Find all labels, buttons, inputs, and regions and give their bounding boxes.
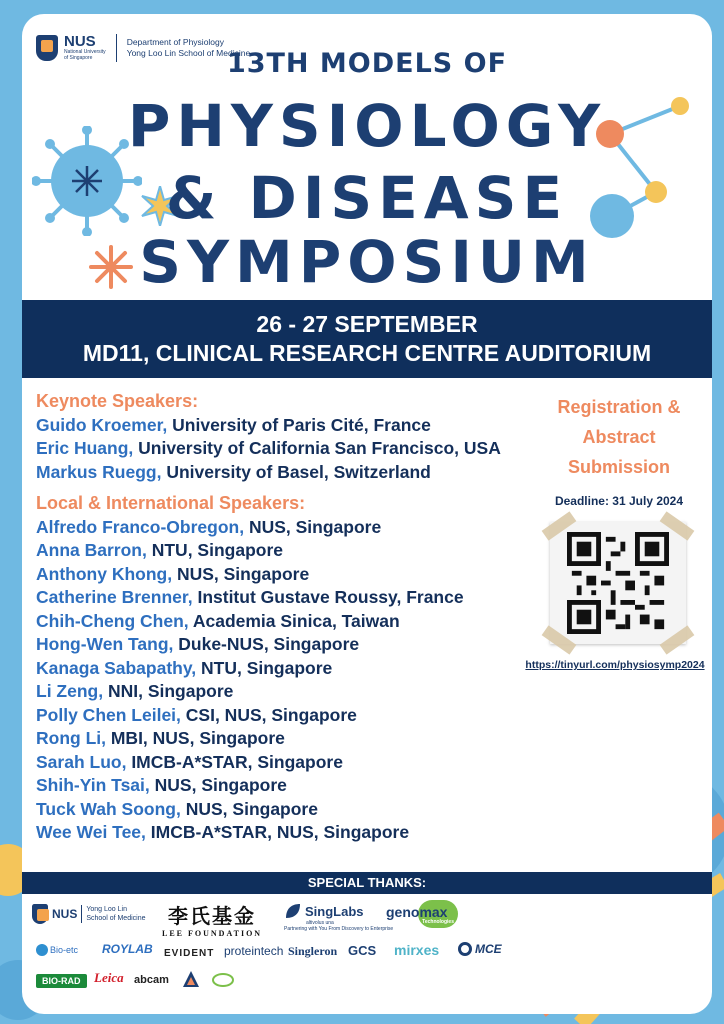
speaker-row bbox=[36, 821, 536, 845]
speaker-name: Hong-Wen Tang, bbox=[36, 634, 174, 654]
sponsor-gcs: GCS bbox=[348, 943, 377, 958]
speaker-affiliation: NUS, Singapore bbox=[154, 775, 287, 795]
speaker-row bbox=[36, 774, 536, 798]
sponsor-genomax bbox=[386, 900, 458, 928]
speaker-name: Rong Li, bbox=[36, 728, 106, 748]
lee-chinese: 李氏基金 bbox=[168, 906, 257, 928]
speaker-name: Kanaga Sabapathy, bbox=[36, 657, 197, 678]
speaker-name: Alfredo Franco-Obregon, bbox=[36, 516, 245, 537]
nus-sub-2: of Singapore bbox=[64, 55, 93, 61]
sponsor-nus-word: NUS bbox=[52, 907, 78, 921]
speaker-affiliation: Duke-NUS, Singapore bbox=[178, 634, 360, 654]
speaker-affiliation: NTU, Singapore bbox=[151, 540, 283, 560]
sponsor-evident: EVIDENT bbox=[164, 948, 215, 959]
sponsor-leaf-logo-icon bbox=[212, 972, 234, 988]
date-venue-banner bbox=[22, 300, 712, 378]
speaker-affiliation: NTU, Singapore bbox=[201, 657, 333, 678]
speaker-name: Anna Barron, bbox=[36, 540, 147, 560]
speaker-affiliation: NUS, Singapore bbox=[248, 516, 382, 537]
sponsor-triangle-logo-icon bbox=[182, 970, 200, 988]
speaker-affiliation: MBI, NUS, Singapore bbox=[110, 728, 285, 748]
qr-code-icon bbox=[566, 532, 670, 634]
event-venue: MD11, CLINICAL RESEARCH CENTRE AUDITORIUM bbox=[82, 340, 652, 366]
speaker-name: Tuck Wah Soong, bbox=[36, 798, 181, 819]
section-gap bbox=[36, 484, 536, 492]
qr-paper bbox=[550, 522, 686, 644]
sponsor-roylab: ROYLAB bbox=[102, 942, 153, 956]
sponsor-biorad: BIO-RAD bbox=[36, 974, 87, 988]
speaker-row bbox=[36, 563, 536, 587]
speaker-affiliation: IMCB-A*STAR, NUS, Singapore bbox=[150, 822, 410, 842]
speaker-row bbox=[36, 461, 536, 485]
title-line-1: 13TH MODELS OF bbox=[226, 48, 508, 79]
local-heading: Local & International Speakers: bbox=[36, 493, 306, 513]
speaker-row bbox=[36, 610, 536, 634]
sponsor-nus bbox=[32, 904, 146, 924]
speaker-affiliation: University of Basel, Switzerland bbox=[166, 461, 431, 482]
speaker-name: Li Zeng, bbox=[36, 681, 104, 701]
sponsor-mirxes: mirxes bbox=[394, 942, 440, 958]
speaker-row bbox=[36, 539, 536, 563]
logo-divider bbox=[81, 905, 82, 923]
sponsor-lee-foundation bbox=[162, 900, 262, 938]
sponsor-abcam: abcam bbox=[134, 974, 169, 986]
speaker-affiliation: NUS, Singapore bbox=[185, 798, 318, 819]
speaker-name: Wee Wei Tee, bbox=[36, 822, 146, 842]
speaker-row bbox=[36, 704, 536, 728]
speaker-row bbox=[36, 657, 536, 681]
speaker-row bbox=[36, 586, 536, 610]
genomax-sub: Technologies bbox=[422, 919, 454, 925]
registration-heading bbox=[524, 392, 712, 482]
speaker-name: Eric Huang, bbox=[36, 438, 134, 458]
mce-word: MCE bbox=[475, 942, 502, 956]
sponsor-leica: Leica bbox=[94, 970, 124, 985]
school-name: Yong Loo Lin School of Medicine bbox=[126, 48, 251, 58]
nus-wordmark: NUS bbox=[64, 33, 96, 50]
registration-line-2: Abstract bbox=[582, 427, 656, 447]
department-name: Department of Physiology bbox=[126, 37, 225, 47]
special-thanks-heading: SPECIAL THANKS: bbox=[22, 872, 712, 894]
keynote-heading: Keynote Speakers: bbox=[36, 391, 199, 411]
speaker-name: Sarah Luo, bbox=[36, 751, 127, 772]
poster-card bbox=[22, 14, 712, 1014]
speaker-affiliation: Academia Sinica, Taiwan bbox=[192, 610, 400, 631]
sponsor-singlabs bbox=[284, 902, 393, 932]
speaker-row bbox=[36, 727, 536, 751]
nus-crest-icon bbox=[32, 904, 48, 924]
qr-code[interactable] bbox=[542, 512, 694, 652]
singlabs-word: SingLabs bbox=[305, 903, 364, 919]
registration-line-3: Submission bbox=[567, 457, 670, 477]
speaker-list bbox=[36, 390, 536, 845]
event-dates: 26 - 27 SEPTEMBER bbox=[256, 311, 478, 337]
speaker-name: Chih-Cheng Chen, bbox=[36, 610, 189, 631]
speaker-affiliation: NUS, Singapore bbox=[176, 563, 310, 584]
bioetc-word: Bio-etc bbox=[50, 945, 79, 955]
title-line-4: SYMPOSIUM bbox=[139, 228, 595, 296]
speaker-name: Shih-Yin Tsai, bbox=[36, 775, 150, 795]
title-line-3: & DISEASE bbox=[165, 164, 569, 232]
speaker-row bbox=[36, 516, 536, 540]
speaker-row bbox=[36, 437, 536, 461]
title-line-2: PHYSIOLOGY bbox=[127, 92, 607, 160]
singlabs-tag: Partnering with You From Discovery to Enterprise bbox=[284, 926, 394, 932]
speaker-affiliation: Institut Gustave Roussy, France bbox=[197, 587, 464, 607]
sponsor-mce bbox=[458, 942, 502, 956]
speaker-name: Polly Chen Leilei, bbox=[36, 704, 181, 725]
speaker-affiliation: NNI, Singapore bbox=[107, 681, 234, 701]
speaker-row bbox=[36, 680, 536, 704]
speaker-affiliation: University of California San Francisco, USA bbox=[138, 438, 501, 458]
speaker-name: Markus Ruegg, bbox=[36, 461, 162, 482]
registration-deadline: Deadline: 31 July 2024 bbox=[554, 494, 684, 508]
speaker-name: Guido Kroemer, bbox=[36, 414, 168, 435]
speaker-name: Catherine Brenner, bbox=[36, 587, 193, 607]
sponsor-proteintech: proteintech bbox=[224, 944, 284, 958]
sponsor-bioetc bbox=[36, 944, 78, 956]
genomax-word: genomax bbox=[386, 904, 448, 920]
lee-english: LEE FOUNDATION bbox=[162, 929, 263, 938]
registration-line-1: Registration & bbox=[557, 397, 681, 417]
mce-ring-icon bbox=[458, 942, 472, 956]
registration-link[interactable]: https://tinyurl.com/physiosymp2024 bbox=[525, 659, 705, 671]
bioetc-dot-icon bbox=[36, 944, 48, 956]
speaker-name: Anthony Khong, bbox=[36, 563, 173, 584]
speaker-row bbox=[36, 798, 536, 822]
sponsor-nus-school: Yong Loo Lin School of Medicine bbox=[86, 906, 146, 922]
singlabs-sub: altivolus una bbox=[306, 920, 334, 926]
speaker-affiliation: CSI, NUS, Singapore bbox=[185, 704, 357, 725]
speaker-affiliation: IMCB-A*STAR, Singapore bbox=[131, 751, 343, 772]
nus-sub-1: National University bbox=[64, 49, 106, 55]
speaker-affiliation: University of Paris Cité, France bbox=[172, 414, 431, 435]
speaker-row bbox=[36, 414, 536, 438]
speaker-row bbox=[36, 633, 536, 657]
sponsor-singleron: Singleron bbox=[288, 944, 338, 958]
speaker-row bbox=[36, 751, 536, 775]
singlabs-leaf-icon bbox=[284, 902, 302, 920]
